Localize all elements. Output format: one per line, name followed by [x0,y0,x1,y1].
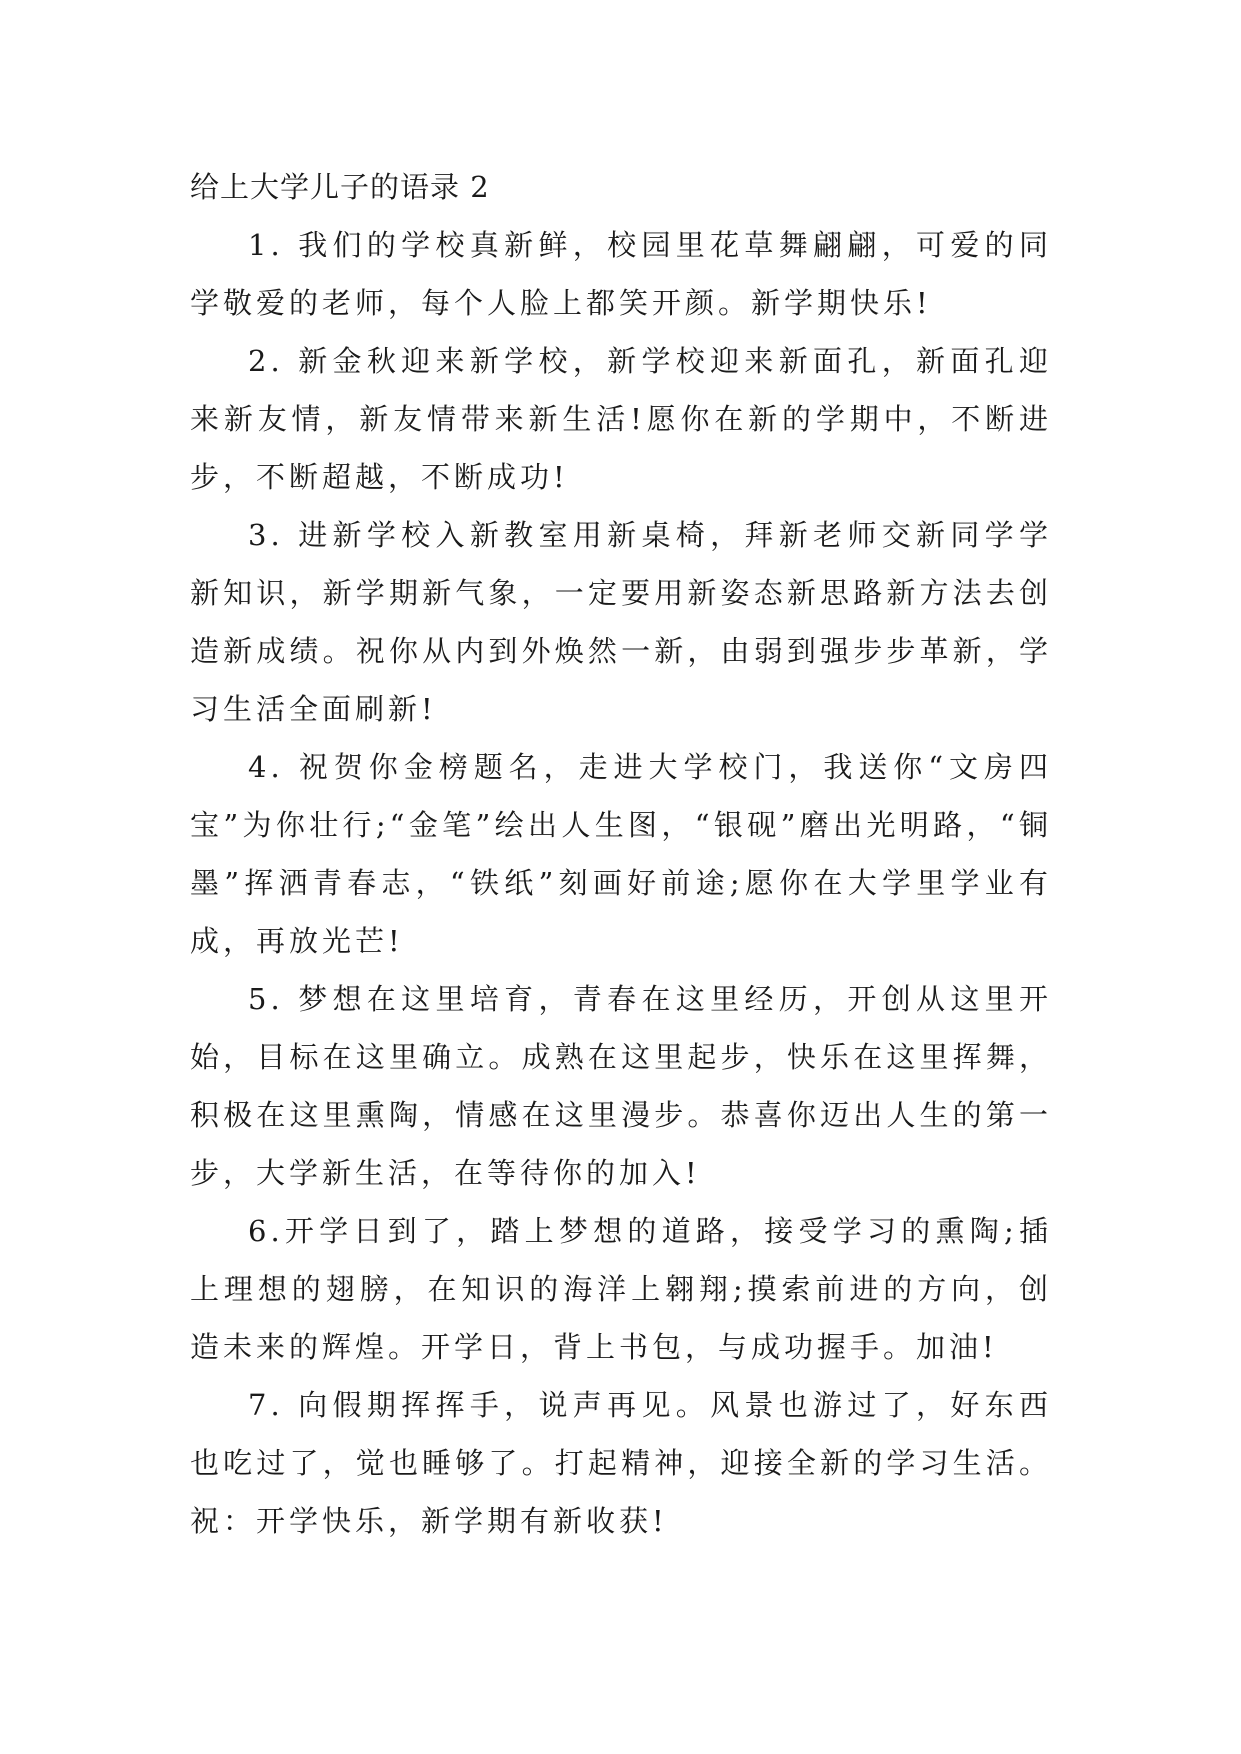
paragraph-4: 4. 祝贺你金榜题名，走进大学校门，我送你“文房四宝”为你壮行;“金笔”绘出人生图，“银砚”磨出光明路，“铜墨”挥洒青春志，“铁纸”刻画好前途;愿你在大学里学业有成，再放光芒! [190,750,1052,958]
paragraph-3: 3. 进新学校入新教室用新桌椅，拜新老师交新同学学新知识，新学期新气象，一定要用新姿态新思路新方法去创造新成绩。祝你从内到外焕然一新，由弱到强步步革新，学习生活全面刷新! [190,518,1052,726]
document-title: 给上大学儿子的语录 2 [190,170,490,204]
paragraph-7: 7. 向假期挥挥手，说声再见。风景也游过了，好东西也吃过了，觉也睡够了。打起精神，迎接全新的学习生活。祝：开学快乐，新学期有新收获! [190,1388,1052,1538]
paragraph-2: 2. 新金秋迎来新学校，新学校迎来新面孔，新面孔迎来新友情，新友情带来新生活!愿你在新的学期中，不断进步，不断超越，不断成功! [190,344,1052,494]
paragraph-6: 6.开学日到了，踏上梦想的道路，接受学习的熏陶;插上理想的翅膀，在知识的海洋上翱翔;摸索前进的方向，创造未来的辉煌。开学日，背上书包，与成功握手。加油! [190,1214,1052,1364]
paragraph-1: 1. 我们的学校真新鲜，校园里花草舞翩翩，可爱的同学敬爱的老师，每个人脸上都笑开颜。新学期快乐! [190,228,1052,320]
paragraph-5: 5. 梦想在这里培育，青春在这里经历，开创从这里开始，目标在这里确立。成熟在这里起步，快乐在这里挥舞，积极在这里熏陶，情感在这里漫步。恭喜你迈出人生的第一步，大学新生活，在等待你的加入! [190,982,1052,1190]
document-page [190,158,1052,1550]
